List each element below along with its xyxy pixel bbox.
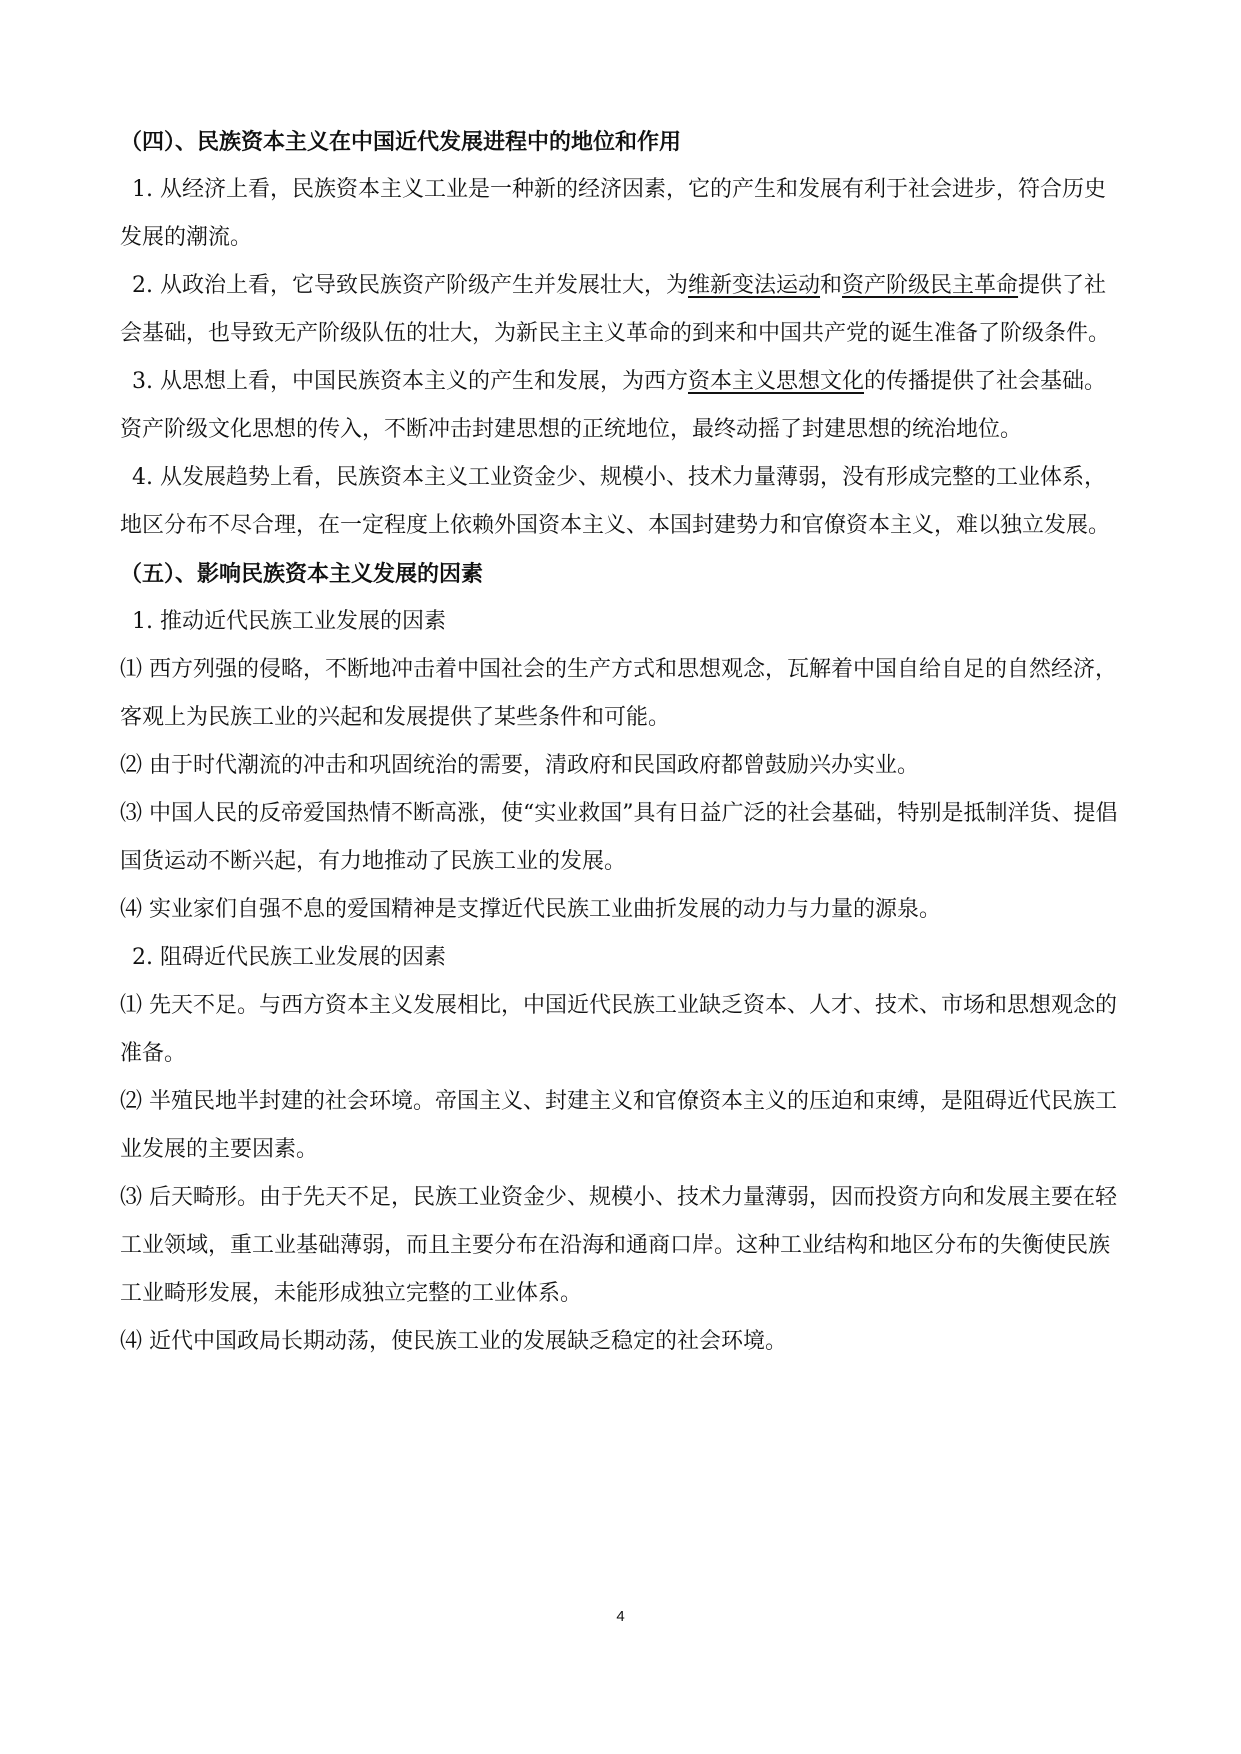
paragraph-ideological: [120, 358, 1125, 454]
subheading-promoting-factors: 1. 推动近代民族工业发展的因素: [132, 609, 446, 634]
underlined-term: 资产阶级民主革命: [842, 273, 1019, 298]
list-item: ⑶ 后天畸形。由于先天不足，民族工业资金少、规模小、技术力量薄弱，因而投资方向和发展主要在轻工业领域，重工业基础薄弱，而且主要分布在沿海和通商口岸。这种工业结构和地区分布的失衡使民族工业畸形发展，未能形成独立完整的工业体系。: [120, 1185, 1117, 1306]
list-item: ⑷ 近代中国政局长期动荡，使民族工业的发展缺乏稳定的社会环境。: [120, 1329, 787, 1354]
text-run: 和: [820, 273, 843, 298]
underlined-term: 资本主义思想文化: [688, 369, 865, 394]
list-item: ⑴ 西方列强的侵略，不断地冲击着中国社会的生产方式和思想观念，瓦解着中国自给自足的自然经济，客观上为民族工业的兴起和发展提供了某些条件和可能。: [120, 657, 1117, 730]
document-body: [120, 118, 1125, 1366]
paragraph-political: [120, 262, 1125, 358]
list-item: ⑵ 由于时代潮流的冲击和巩固统治的需要，清政府和民国政府都曾鼓励兴办实业。: [120, 753, 919, 778]
list-item: ⑶ 中国人民的反帝爱国热情不断高涨，使“实业救国”具有日益广泛的社会基础，特别是抵制洋货、提倡国货运动不断兴起，有力地推动了民族工业的发展。: [120, 801, 1118, 874]
text-run: 3. 从思想上看，中国民族资本主义的产生和发展，为西方: [132, 369, 688, 394]
subheading-hindering-factors: 2. 阻碍近代民族工业发展的因素: [132, 945, 446, 970]
underlined-term: 维新变法运动: [688, 273, 821, 298]
text-run: 提供了社会基础，也导致无产阶级队伍的壮大，为新民主主义革命的到来和中国共产党的诞生准备了阶级条件。: [120, 273, 1111, 346]
page-number: 4: [616, 1608, 625, 1625]
list-item: ⑴ 先天不足。与西方资本主义发展相比，中国近代民族工业缺乏资本、人才、技术、市场和思想观念的准备。: [120, 993, 1117, 1066]
text-run: 2. 从政治上看，它导致民族资产阶级产生并发展壮大，为: [132, 273, 688, 298]
list-item: ⑷ 实业家们自强不息的爱国精神是支撑近代民族工业曲折发展的动力与力量的源泉。: [120, 897, 941, 922]
paragraph-trend: 4. 从发展趋势上看，民族资本主义工业资金少、规模小、技术力量薄弱，没有形成完整的工业体系，地区分布不尽合理，在一定程度上依赖外国资本主义、本国封建势力和官僚资本主义，难以独立发展。: [120, 465, 1111, 538]
list-item: ⑵ 半殖民地半封建的社会环境。帝国主义、封建主义和官僚资本主义的压迫和束缚，是阻碍近代民族工业发展的主要因素。: [120, 1089, 1117, 1162]
paragraph-economic: 1. 从经济上看，民族资本主义工业是一种新的经济因素，它的产生和发展有利于社会进步，符合历史发展的潮流。: [120, 177, 1106, 250]
text-run: 的传播提供了社会基础。资产阶级文化思想的传入，不断冲击封建思想的正统地位，最终动摇了封建思想的统治地位。: [120, 369, 1107, 442]
section-heading-4: （四）、民族资本主义在中国近代发展进程中的地位和作用: [120, 129, 682, 155]
section-heading-5: （五）、影响民族资本主义发展的因素: [120, 561, 484, 587]
